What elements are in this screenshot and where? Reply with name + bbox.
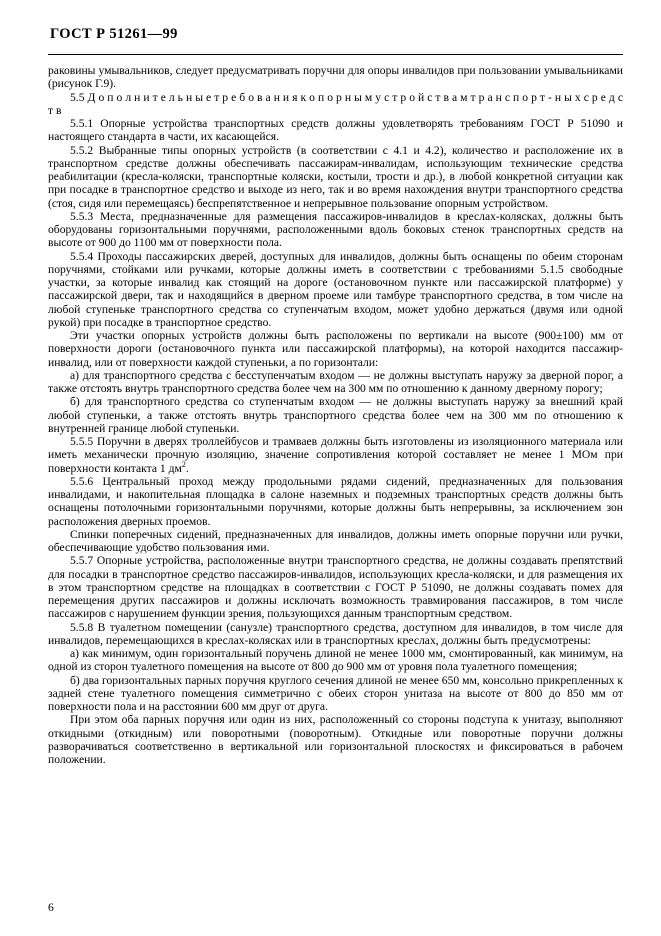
paragraph-5-5-heading [48,91,623,118]
paragraph-5-5-1: 5.5.1 Опорные устройства транспортных средств должны удовлетворять требованиям ГОСТ Р 51090 и настоящего стандарта в части, их касающейся. [48,117,623,144]
document-body [48,64,623,766]
header-divider [48,54,623,55]
paragraph-folding-rails: При этом оба парных поручня или один из них, расположенный со стороны подступа к унитазу, выполняют откидными (откидным) или поворотными (поворотным). Откидные или поворотные поручни должны разворачиваться соответственно в вертикальной или горизонтальной плоскостях и фиксироваться в рабочем положении. [48,713,623,766]
heading-5-5-label: 5.5 Д о п о л н и т е л ь н ы е т р е б о в а н и я к о п о р н ы м у с т р о й с т в а м т р а н с п о р т - н ы х с р е д с т в [48,90,623,117]
paragraph-item-a-stepless: а) для транспортного средства с бесступенчатым входом — не должны выступать наружу за дверной порог, а также отстоять внутрь транспортного средства более чем на 300 мм по отношению к данному дверному порогу; [48,368,623,395]
paragraph-intro: раковины умывальников, следует предусматривать поручни для опоры инвалидов при пользовании умывальниками (рисунок Г.9). [48,64,623,91]
page-header: ГОСТ Р 51261—99 [50,26,178,42]
paragraph-5-5-2: 5.5.2 Выбранные типы опорных устройств (в соответствии с 4.1 и 4.2), количество и расположение их в транспортном средстве должны обеспечивать пассажирам-инвалидам, использующим технические средства реабилитации (кресла-коляски, транспортные коляски, костыли, трости и др.), в любой конкретной ситуации как при посадке в транспортное средство и выходе из него, так и во время нахождения внутри транспортного средства (стоя, сидя или перемещаясь) беспрепятственное и непрерывное пользование опорным устройством. [48,143,623,210]
paragraph-5-5-3: 5.5.3 Места, предназначенные для размещения пассажиров-инвалидов в креслах-колясках, должны быть оборудованы горизонтальными поручнями, расположенными вдоль боковых стенок транспортных средств на высоте от 900 до 1100 мм от поверхности пола. [48,209,623,250]
paragraph-5-5-5 [48,435,623,475]
paragraph-5-5-5-tail: . [185,461,189,475]
paragraph-5-5-6: 5.5.6 Центральный проход между продольными рядами сидений, предназначенных для пользования инвалидами, и накопительная площадка в салоне наземных и подземных транспортных средств должны быть оснащены потолочными горизонтальными поручнями, которые должны быть непрерывны, за исключением зон расположения дверных проемов. [48,474,623,528]
paragraph-vertical-placement: Эти участки опорных устройств должны быть расположены по вертикали на высоте (900±100) мм от поверхности дороги (остановочного пункта или пассажирской платформы), на которой находится пассажир-инвалид, или от поверхности каждой ступеньки, а по горизонтали: [48,329,623,369]
paragraph-5-5-7: 5.5.7 Опорные устройства, расположенные внутри транспортного средства, не должны создавать препятствий для посадки в транспортное средство пассажиров-инвалидов, использующих кресла-коляски, и для размещения их в этом транспортном средстве на площадках в соответствии с ГОСТ Р 51090, не должны создавать помех для перемещения других пассажиров и должны исключать возможность травмирования пассажиров, в том числе пассажиров с нарушением функции зрения, пользующихся данным транспортным средством. [48,554,623,621]
paragraph-5-5-4: 5.5.4 Проходы пассажирских дверей, доступных для инвалидов, должны быть оснащены по обеим сторонам поручнями, стойками или ручками, которые должны иметь в соответствии с требованиями 5.1.5 свободные участки, за которые инвалид как стоящий на дороге (остановочном пункте или пассажирской платформе) у пассажирской двери, так и находящийся в дверном проеме или тамбуре транспортного средства, в том числе на любой ступеньке транспортного средства со ступенчатым входом, может удобно держаться (двумя или одной рукой) при посадке в транспортное средство. [48,249,623,329]
page-number: 6 [48,901,54,914]
paragraph-5-5-8: 5.5.8 В туалетном помещении (санузле) транспортного средства, доступном для инвалидов, в том числе для инвалидов, перемещающихся в креслах-колясках или в транспортных креслах, должны быть предусмотрены: [48,620,623,647]
superscript-square: 2 [181,459,186,469]
paragraph-5-5-5-text: 5.5.5 Поручни в дверях троллейбусов и трамваев должны быть изготовлены из изоляционного материала или иметь механически прочную изоляцию, значение сопротивления которой составляет не менее 1 МОм при поверхности контакта 1 дм [48,435,623,475]
paragraph-item-b-pair-rails: б) два горизонтальных парных поручня круглого сечения длиной не менее 650 мм, консольно прикрепленных к задней стене туалетного помещения симметрично с обеих сторон унитаза на высоте от 800 до 850 мм от поверхности пола и на расстоянии 600 мм друг от друга. [48,673,623,713]
paragraph-seat-backrests: Спинки поперечных сидений, предназначенных для инвалидов, должны иметь опорные поручни или ручки, обеспечивающие удобство пользования ими. [48,527,623,554]
paragraph-item-b-stepped: б) для транспортного средства со ступенчатым входом — не должны выступать наружу за внешний край любой ступеньки, а также отстоять внутрь транспортного средства более чем на 300 мм по отношению к внутренней границе любой ступеньки. [48,395,623,435]
paragraph-item-a-min-rail: а) как минимум, один горизонтальный поручень длиной не менее 1000 мм, смонтированный, как минимум, на одной из сторон туалетного помещения на высоте от 800 до 900 мм от уровня пола туалетного помещения; [48,647,623,674]
